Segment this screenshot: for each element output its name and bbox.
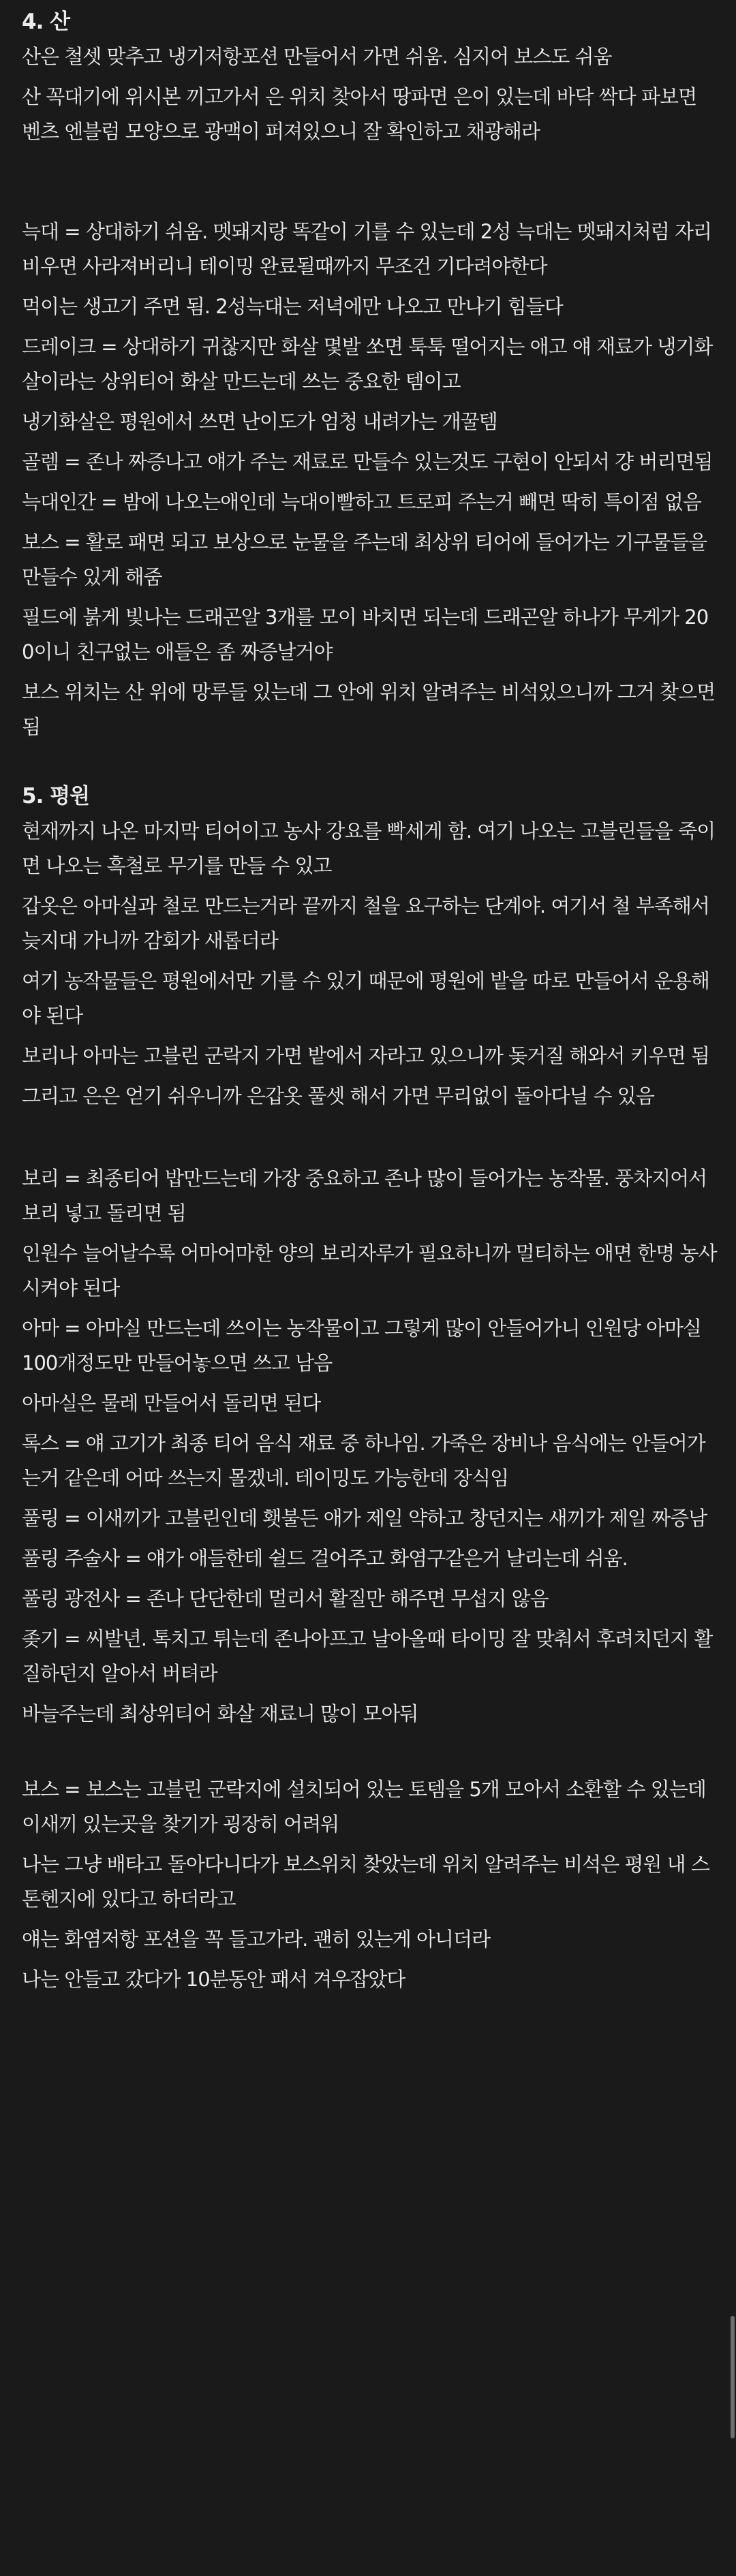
paragraph: 풀링 주술사 = 얘가 애들한테 쉴드 걸어주고 화염구같은거 날리는데 쉬움. — [22, 1547, 628, 1570]
paragraph: 현재까지 나온 마지막 티어이고 농사 강요를 빡세게 함. 여기 나오는 고블린들을 죽이면 나오는 흑철로 무기를 만들 수 있고 — [22, 819, 716, 877]
paragraph: 먹이는 생고기 주면 됨. 2성늑대는 저녁에만 나오고 만나기 힘들다 — [22, 295, 563, 318]
paragraph: 갑옷은 아마실과 철로 만드는거라 끝까지 철을 요구하는 단계야. 여기서 철 부족해서 늦지대 가니까 감회가 새롭더라 — [22, 894, 709, 952]
paragraph: 인원수 늘어날수록 어마어마한 양의 보리자루가 필요하니까 멀티하는 애면 한명 농사시켜야 된다 — [22, 1242, 717, 1300]
paragraph: 그리고 은은 얻기 쉬우니까 은갑옷 풀셋 해서 가면 무리없이 돌아다닐 수 있음 — [22, 1084, 654, 1108]
scrollbar-thumb[interactable] — [731, 2316, 735, 2438]
paragraph: 늑대인간 = 밤에 나오는애인데 늑대이빨하고 트로피 주는거 빼면 딱히 특이점 없음 — [22, 490, 701, 514]
paragraph: 아마실은 물레 만들어서 돌리면 된다 — [22, 1392, 321, 1415]
paragraph: 보스 = 보스는 고블린 군락지에 설치되어 있는 토템을 5개 모아서 소환할 수 있는데 이새끼 있는곳을 찾기가 굉장히 어려워 — [22, 1778, 706, 1836]
blank-line — [22, 149, 736, 215]
paragraph: 보리 = 최종티어 밥만드는데 가장 중요하고 존나 많이 들어가는 농작물. 풍차지어서 보리 넣고 돌리면 됨 — [22, 1167, 707, 1225]
paragraph: 필드에 붉게 빛나는 드래곤알 3개를 모이 바치면 되는데 드래곤알 하나가 무게가 200이니 친구없는 애들은 좀 짜증날거야 — [22, 606, 709, 663]
paragraph: 늑대 = 상대하기 쉬움. 멧돼지랑 똑같이 기를 수 있는데 2성 늑대는 멧돼지처럼 자리 비우면 사라져버리니 테이밍 완료될때까지 무조건 기다려야한다 — [22, 220, 712, 278]
section-plains — [22, 783, 736, 1997]
paragraph: 좆기 = 씨발년. 톡치고 튀는데 존나아프고 날아올때 타이밍 잘 맞춰서 후려치던지 활질하던지 알아서 버텨라 — [22, 1627, 713, 1685]
paragraph: 바늘주는데 최상위티어 화살 재료니 많이 모아둬 — [22, 1702, 418, 1725]
paragraph: 풀링 광전사 = 존나 단단한데 멀리서 활질만 해주면 무섭지 않음 — [22, 1587, 549, 1610]
blank-line — [22, 1114, 736, 1161]
section-heading: 4. 산 — [22, 10, 70, 34]
paragraph: 여기 농작물들은 평원에서만 기를 수 있기 때문에 평원에 밭을 따로 만들어서 운용해야 된다 — [22, 969, 709, 1027]
paragraph: 보스 = 활로 패면 되고 보상으로 눈물을 주는데 최상위 티어에 들어가는 기구물들을 만들수 있게 해줌 — [22, 531, 707, 588]
paragraph: 냉기화살은 평원에서 쓰면 난이도가 엄청 내려가는 개꿀템 — [22, 410, 497, 433]
paragraph: 나는 안들고 갔다가 10분동안 패서 겨우잡았다 — [22, 1968, 405, 1991]
paragraph: 풀링 = 이새끼가 고블린인데 횃불든 애가 제일 약하고 창던지는 새끼가 제일 짜증남 — [22, 1507, 707, 1530]
paragraph: 얘는 화염저항 포션을 꼭 들고가라. 괜히 있는게 아니더라 — [22, 1928, 491, 1951]
section-mountain — [22, 8, 736, 744]
paragraph: 골렘 = 존나 짜증나고 얘가 주는 재료로 만들수 있는것도 구현이 안되서 걍 버리면됨 — [22, 450, 713, 473]
blank-line — [22, 1731, 736, 1772]
paragraph: 드레이크 = 상대하기 귀찮지만 화살 몇발 쏘면 툭툭 떨어지는 애고 얘 재료가 냉기화살이라는 상위티어 화살 만드는데 쓰는 중요한 템이고 — [22, 335, 713, 393]
paragraph: 보스 위치는 산 위에 망루들 있는데 그 안에 위치 알려주는 비석있으니까 그거 찾으면됨 — [22, 680, 716, 738]
paragraph: 보리나 아마는 고블린 군락지 가면 밭에서 자라고 있으니까 돚거질 해와서 키우면 됨 — [22, 1044, 709, 1067]
paragraph: 아마 = 아마실 만드는데 쓰이는 농작물이고 그렇게 많이 안들어가니 인원당 아마실 100개정도만 만들어놓으면 쓰고 남음 — [22, 1317, 701, 1375]
paragraph: 나는 그냥 배타고 돌아다니다가 보스위치 찾았는데 위치 알려주는 비석은 평원 내 스톤헨지에 있다고 하더라고 — [22, 1853, 709, 1911]
paragraph: 산은 철셋 맞추고 냉기저항포션 만들어서 가면 쉬움. 심지어 보스도 쉬움 — [22, 45, 612, 68]
section-heading: 5. 평원 — [22, 784, 90, 808]
paragraph: 산 꼭대기에 위시본 끼고가서 은 위치 찾아서 땅파면 은이 있는데 바닥 싹다 파보면 벤츠 엔블럼 모양으로 광맥이 퍼져있으니 잘 확인하고 채광해라 — [22, 85, 697, 143]
paragraph: 록스 = 얘 고기가 최종 티어 음식 재료 중 하나임. 가죽은 장비나 음식에는 안들어가는거 같은데 어따 쓰는지 몰겠네. 테이밍도 가능한데 장식임 — [22, 1432, 705, 1490]
